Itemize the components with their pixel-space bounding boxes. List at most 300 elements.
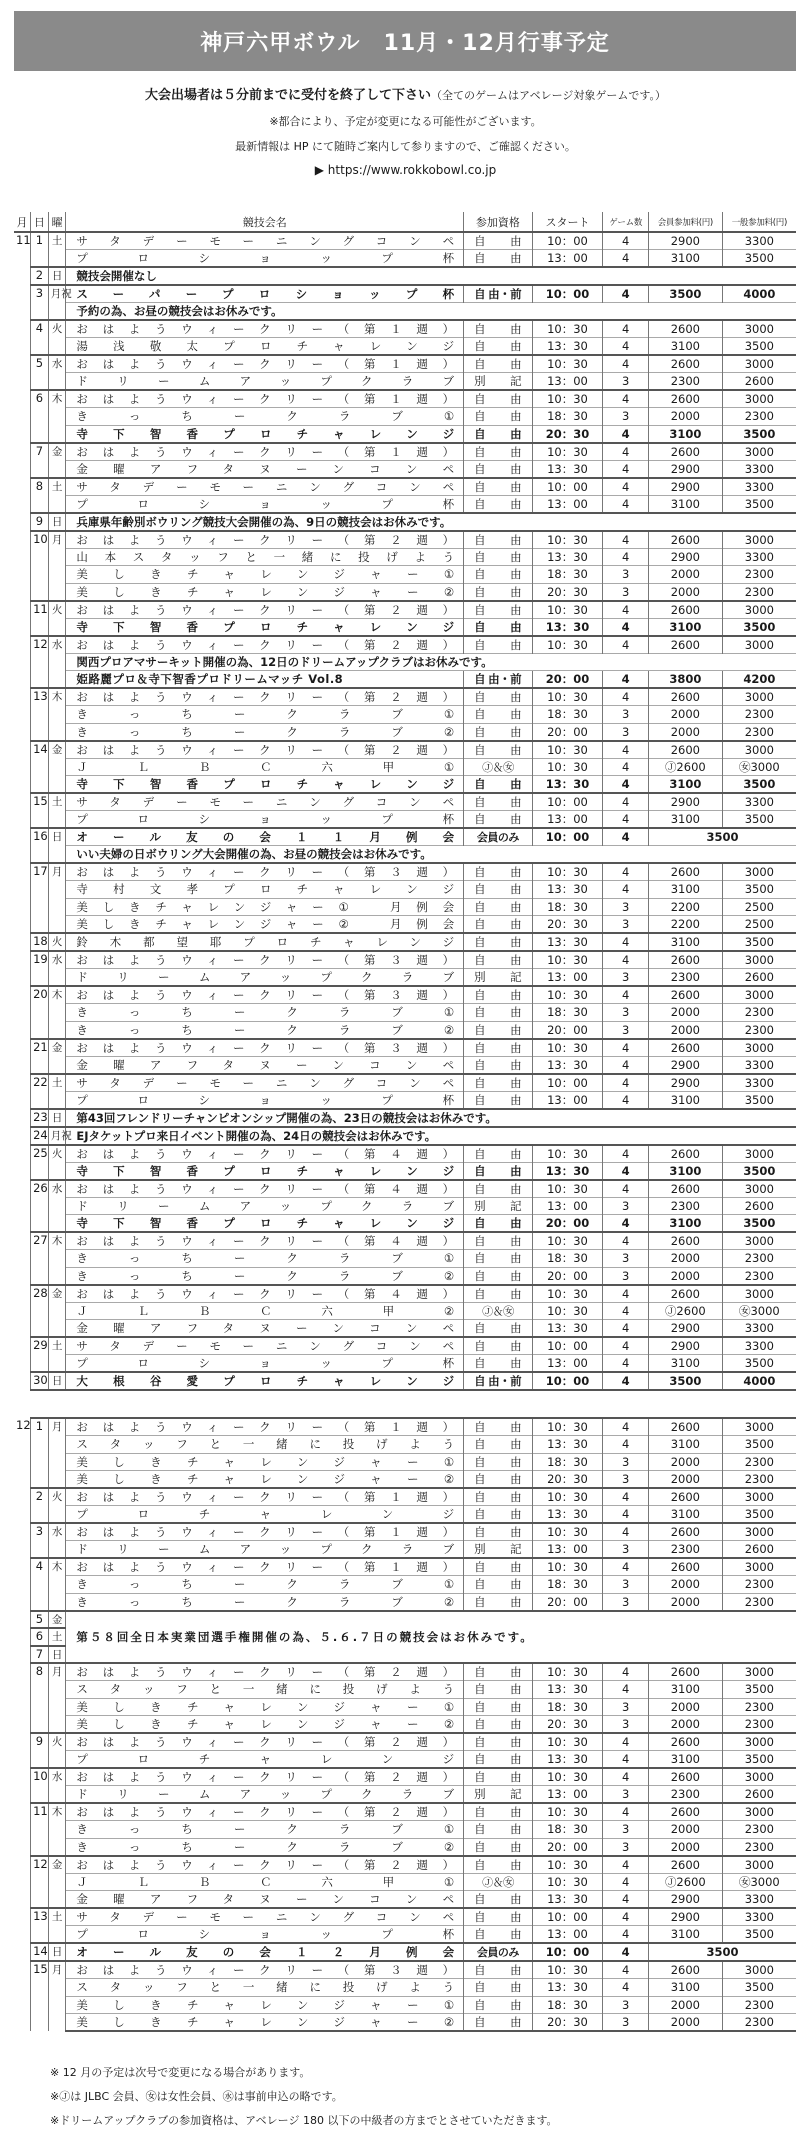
start-time: 10：30 xyxy=(532,1803,603,1821)
event-row xyxy=(14,933,796,951)
event-name[interactable]: きっちークラブ① xyxy=(66,1576,464,1594)
qualification: 自由 xyxy=(464,1471,533,1489)
qualification: 別記 xyxy=(464,1786,533,1804)
event-row xyxy=(14,1471,796,1489)
event-row xyxy=(14,1372,796,1390)
event-name[interactable]: おはようウィークリー（第２週） xyxy=(66,1733,464,1751)
day-cell: 14 xyxy=(31,1943,49,1961)
event-row xyxy=(14,1523,796,1541)
game-count: 4 xyxy=(603,793,649,811)
member-fee: 2000 xyxy=(648,1250,722,1268)
event-name[interactable]: 美しきチャレンジャー① xyxy=(66,566,464,584)
start-time: 20：00 xyxy=(532,1593,603,1611)
qualification: 自由 xyxy=(464,1856,533,1874)
event-name[interactable]: ドリームアップクラブ xyxy=(66,969,464,987)
event-name[interactable]: 金曜アフタヌーンコンペ xyxy=(66,1056,464,1074)
weekday-cell: 月 xyxy=(48,531,66,601)
event-row xyxy=(14,443,796,461)
weekday-cell: 水 xyxy=(48,1768,66,1803)
event-name[interactable]: 美しきチャレンジャー① xyxy=(66,1996,464,2014)
event-name[interactable]: おはようウィークリー（第１週） xyxy=(66,1558,464,1576)
game-count: 3 xyxy=(603,1267,649,1285)
event-name[interactable]: スタッフと一緒に投げよう xyxy=(66,1681,464,1699)
event-name[interactable]: おはようウィークリー（第１週） xyxy=(66,443,464,461)
member-fee: 2000 xyxy=(648,2014,722,2032)
day-cell: 2 xyxy=(31,267,49,285)
member-fee: 2000 xyxy=(648,583,722,601)
event-row xyxy=(14,881,796,899)
day-cell: 29 xyxy=(31,1337,49,1372)
event-name[interactable]: 金曜アフタヌーンコンペ xyxy=(66,1891,464,1909)
event-name[interactable]: おはようウィークリー（第４週） xyxy=(66,1180,464,1198)
start-time: 10：00 xyxy=(532,478,603,496)
event-row xyxy=(14,390,796,408)
start-time: 20：00 xyxy=(532,723,603,741)
qualification: 自由 xyxy=(464,1908,533,1926)
qualification: 自由 xyxy=(464,723,533,741)
event-name[interactable]: おはようウィークリー（第２週） xyxy=(66,1768,464,1786)
event-name[interactable]: サタデーモーニングコンペ xyxy=(66,232,464,250)
qualification: 自由 xyxy=(464,916,533,934)
game-count: 4 xyxy=(603,1873,649,1891)
event-name[interactable]: おはようウィークリー（第３週） xyxy=(66,863,464,881)
event-name[interactable]: 金曜アフタヌーンコンペ xyxy=(66,1320,464,1338)
start-time: 10：30 xyxy=(532,1039,603,1057)
member-fee: 2600 xyxy=(648,443,722,461)
event-name[interactable]: スーパープロショップ杯 xyxy=(66,285,464,303)
game-count: 4 xyxy=(603,1506,649,1524)
qualification: 自由 xyxy=(464,583,533,601)
general-fee: ㊛3000 xyxy=(722,1873,796,1891)
event-name[interactable]: おはようウィークリー（第１週） xyxy=(66,1488,464,1506)
event-name[interactable]: きっちークラブ② xyxy=(66,723,464,741)
closure-note: 第５８回全日本実業団選手権開催の為、５.６.７日の競技会はお休みです。 xyxy=(66,1611,796,1664)
event-name[interactable]: おはようウィークリー（第２週） xyxy=(66,1856,464,1874)
general-fee: 3500 xyxy=(722,1751,796,1769)
start-time: 13：00 xyxy=(532,373,603,391)
event-name[interactable]: きっちークラブ② xyxy=(66,1593,464,1611)
event-row xyxy=(14,1803,796,1821)
start-time: 10：30 xyxy=(532,1488,603,1506)
game-count: 4 xyxy=(603,548,649,566)
game-count: 4 xyxy=(603,811,649,829)
general-fee: ㊛3000 xyxy=(722,1302,796,1320)
event-row xyxy=(14,863,796,881)
event-name[interactable]: 大根谷愛プロチャレンジ xyxy=(66,1372,464,1390)
general-fee: 2300 xyxy=(722,723,796,741)
game-count: 4 xyxy=(603,601,649,619)
start-time: 13：30 xyxy=(532,460,603,478)
event-name[interactable]: 美しきチャレンジャー② xyxy=(66,583,464,601)
day-cell: 9 xyxy=(31,513,49,531)
qualification: 自由 xyxy=(464,1523,533,1541)
event-row xyxy=(14,1162,796,1180)
weekday-cell: 木 xyxy=(48,1232,66,1285)
game-count: 3 xyxy=(603,898,649,916)
general-fee: 3500 xyxy=(722,933,796,951)
event-row xyxy=(14,1541,796,1559)
member-fee: 2900 xyxy=(648,1337,722,1355)
game-count: 4 xyxy=(603,1856,649,1874)
weekday-cell: 木 xyxy=(48,688,66,741)
game-count: 4 xyxy=(603,1285,649,1303)
qualification: 自由 xyxy=(464,1285,533,1303)
day-cell: 26 xyxy=(31,1180,49,1233)
event-name[interactable]: おはようウィークリー（第２週） xyxy=(66,1803,464,1821)
event-name[interactable]: プロチャレンジ xyxy=(66,1506,464,1524)
start-time: 10：30 xyxy=(532,390,603,408)
start-time: 10：30 xyxy=(532,1302,603,1320)
page-title: 神戸六甲ボウル 11月・12月行事予定 xyxy=(14,11,796,71)
weekday-cell: 月 xyxy=(48,1961,66,2031)
qualification: 自由 xyxy=(464,408,533,426)
event-name[interactable]: サタデーモーニングコンペ xyxy=(66,1337,464,1355)
note-row xyxy=(14,1127,796,1145)
qualification: 自由 xyxy=(464,1506,533,1524)
fee: 3500 xyxy=(648,1943,796,1961)
event-name[interactable]: サタデーモーニングコンペ xyxy=(66,1074,464,1092)
general-fee: 3000 xyxy=(722,951,796,969)
start-time: 18：30 xyxy=(532,1821,603,1839)
event-name[interactable]: 湯浅敬太プロチャレンジ xyxy=(66,338,464,356)
qualification: 会員のみ xyxy=(464,828,533,846)
event-name[interactable]: 山本スタッフと一緒に投げよう xyxy=(66,548,464,566)
member-fee: 2600 xyxy=(648,1039,722,1057)
event-name[interactable]: ドリームアップクラブ xyxy=(66,1541,464,1559)
event-name[interactable]: おはようウィークリー（第１週） xyxy=(66,320,464,338)
event-row xyxy=(14,636,796,654)
day-cell: 2 xyxy=(31,1488,49,1523)
start-time: 10：30 xyxy=(532,1961,603,1979)
event-name[interactable]: プロチャレンジ xyxy=(66,1751,464,1769)
event-name[interactable]: ＪＬＢＣ六甲② xyxy=(66,1302,464,1320)
event-name[interactable]: 美しきチャレンジャー② xyxy=(66,1716,464,1734)
event-name[interactable]: プロショップ杯 xyxy=(66,1091,464,1109)
member-fee: 2600 xyxy=(648,863,722,881)
general-fee: 3000 xyxy=(722,443,796,461)
general-fee: ㊛3000 xyxy=(722,758,796,776)
event-name[interactable]: おはようウィークリー（第３週） xyxy=(66,1961,464,1979)
general-fee: 3500 xyxy=(722,1355,796,1373)
qualification: 自由 xyxy=(464,1145,533,1163)
day-cell: 6 xyxy=(31,1628,49,1646)
game-count: 3 xyxy=(603,1698,649,1716)
event-row xyxy=(14,1996,796,2014)
general-fee: 3000 xyxy=(722,1145,796,1163)
event-name[interactable]: 鈴木都望耶プロチャレンジ xyxy=(66,933,464,951)
game-count: 4 xyxy=(603,1733,649,1751)
start-time: 20：30 xyxy=(532,2014,603,2032)
event-name[interactable]: おはようウィークリー（第４週） xyxy=(66,1285,464,1303)
general-fee: 3000 xyxy=(722,863,796,881)
qualification: 自由 xyxy=(464,250,533,268)
game-count: 4 xyxy=(603,355,649,373)
member-fee: 2000 xyxy=(648,1996,722,2014)
event-row xyxy=(14,408,796,426)
member-fee: 3100 xyxy=(648,811,722,829)
event-row xyxy=(14,548,796,566)
event-name[interactable]: 美しきチャレンジャー② 月例会 xyxy=(66,916,464,934)
general-fee: 3500 xyxy=(722,811,796,829)
event-name[interactable]: 美しきチャレンジャー② xyxy=(66,2014,464,2032)
event-row xyxy=(14,1576,796,1594)
event-name[interactable]: プロショップ杯 xyxy=(66,1355,464,1373)
start-time: 10：30 xyxy=(532,1768,603,1786)
general-fee: 3500 xyxy=(722,1436,796,1454)
event-name[interactable]: サタデーモーニングコンペ xyxy=(66,478,464,496)
member-fee: 2900 xyxy=(648,232,722,250)
website-link[interactable]: ▶ https://www.rokkobowl.co.jp xyxy=(314,163,497,177)
game-count: 4 xyxy=(603,338,649,356)
qualification: 自由 xyxy=(464,1232,533,1250)
event-name[interactable]: おはようウィークリー（第２週） xyxy=(66,1663,464,1681)
member-fee: 3800 xyxy=(648,671,722,689)
start-time: 10：30 xyxy=(532,951,603,969)
event-name[interactable]: サタデーモーニングコンペ xyxy=(66,1908,464,1926)
start-time: 10：30 xyxy=(532,1873,603,1891)
general-fee: 4000 xyxy=(722,1372,796,1390)
event-name[interactable]: きっちークラブ② xyxy=(66,1021,464,1039)
event-name[interactable]: おはようウィークリー（第３週） xyxy=(66,951,464,969)
member-fee: 2600 xyxy=(648,1803,722,1821)
event-name[interactable]: おはようウィークリー（第２週） xyxy=(66,741,464,759)
event-name[interactable]: おはようウィークリー（第１週） xyxy=(66,355,464,373)
event-name[interactable]: オール友の会１２月例会 xyxy=(66,1943,464,1961)
event-row xyxy=(14,1663,796,1681)
event-name[interactable]: おはようウィークリー（第２週） xyxy=(66,688,464,706)
member-fee: 2600 xyxy=(648,1768,722,1786)
general-fee: 3300 xyxy=(722,1891,796,1909)
event-name[interactable]: プロショップ杯 xyxy=(66,250,464,268)
event-name[interactable]: 美しきチャレンジャー① xyxy=(66,1698,464,1716)
start-time: 20：00 xyxy=(532,671,603,689)
qualification: 自由 xyxy=(464,1751,533,1769)
event-name[interactable]: 金曜アフタヌーンコンペ xyxy=(66,460,464,478)
event-row xyxy=(14,478,796,496)
game-count: 4 xyxy=(603,425,649,443)
event-row xyxy=(14,232,796,250)
event-name[interactable]: きっちークラブ① xyxy=(66,706,464,724)
general-fee: 3500 xyxy=(722,1506,796,1524)
start-time: 20：30 xyxy=(532,1471,603,1489)
start-time: 10：30 xyxy=(532,1663,603,1681)
event-name[interactable]: 寺下智香プロチャレンジ xyxy=(66,1215,464,1233)
game-count: 3 xyxy=(603,1197,649,1215)
event-name[interactable]: きっちークラブ① xyxy=(66,1004,464,1022)
weekday-cell: 火 xyxy=(48,933,66,951)
day-cell: 30 xyxy=(31,1372,49,1390)
event-name[interactable]: 美しきチャレンジャー① xyxy=(66,1453,464,1471)
event-name[interactable]: きっちークラブ① xyxy=(66,408,464,426)
weekday-cell: 木 xyxy=(48,390,66,443)
game-count: 4 xyxy=(603,986,649,1004)
event-row xyxy=(14,741,796,759)
game-count: 3 xyxy=(603,1250,649,1268)
event-name[interactable]: おはようウィークリー（第１週） xyxy=(66,1523,464,1541)
day-note: 競技会開催なし xyxy=(66,267,796,285)
event-name[interactable]: ＪＬＢＣ六甲① xyxy=(66,1873,464,1891)
general-fee: 2300 xyxy=(722,408,796,426)
event-name[interactable]: おはようウィークリー（第２週） xyxy=(66,531,464,549)
event-row xyxy=(14,1488,796,1506)
game-count: 3 xyxy=(603,1786,649,1804)
day-cell: 9 xyxy=(31,1733,49,1768)
qualification: 自由 xyxy=(464,1091,533,1109)
qualification: 自由 xyxy=(464,1838,533,1856)
qualification: 自由･前 xyxy=(464,671,533,689)
event-name[interactable]: おはようウィークリー（第４週） xyxy=(66,1145,464,1163)
general-fee: 3000 xyxy=(722,601,796,619)
weekday-cell: 土 xyxy=(48,1337,66,1372)
general-fee: 3300 xyxy=(722,1320,796,1338)
event-row xyxy=(14,1698,796,1716)
game-count: 4 xyxy=(603,1232,649,1250)
qualification: 自由 xyxy=(464,951,533,969)
event-name[interactable]: 美しきチャレンジャー② xyxy=(66,1471,464,1489)
event-name[interactable]: スタッフと一緒に投げよう xyxy=(66,1436,464,1454)
event-row xyxy=(14,1337,796,1355)
event-name[interactable]: 寺下智香プロチャレンジ xyxy=(66,425,464,443)
event-name[interactable]: ドリームアップクラブ xyxy=(66,373,464,391)
member-fee: 2000 xyxy=(648,1576,722,1594)
event-name[interactable]: きっちークラブ② xyxy=(66,1838,464,1856)
member-fee: 2600 xyxy=(648,1488,722,1506)
event-row xyxy=(14,1891,796,1909)
event-row xyxy=(14,828,796,846)
game-count: 4 xyxy=(603,1558,649,1576)
event-name[interactable]: オール友の会１１月例会 xyxy=(66,828,464,846)
general-fee: 3300 xyxy=(722,478,796,496)
game-count: 3 xyxy=(603,1021,649,1039)
event-name[interactable]: おはようウィークリー（第３週） xyxy=(66,986,464,1004)
header-month: 月 xyxy=(14,212,31,232)
weekday-cell: 水 xyxy=(48,1180,66,1233)
game-count: 4 xyxy=(603,320,649,338)
game-count: 4 xyxy=(603,1162,649,1180)
schedule-table-wrapper xyxy=(14,212,796,2032)
weekday-cell: 木 xyxy=(48,1558,66,1611)
member-fee: 2300 xyxy=(648,1197,722,1215)
game-count: 3 xyxy=(603,1576,649,1594)
game-count: 4 xyxy=(603,1091,649,1109)
start-time: 13：30 xyxy=(532,548,603,566)
event-row xyxy=(14,1320,796,1338)
event-name[interactable]: 姫路麗プロ＆寺下智香プロドリームマッチ Vol.8 xyxy=(66,671,464,689)
event-name[interactable]: おはようウィークリー（第２週） xyxy=(66,601,464,619)
qualification: 自由 xyxy=(464,1436,533,1454)
qualification: 自由 xyxy=(464,1162,533,1180)
event-name[interactable]: おはようウィークリー（第１週） xyxy=(66,1418,464,1436)
member-fee: 2300 xyxy=(648,373,722,391)
game-count: 4 xyxy=(603,951,649,969)
day-cell: 1 xyxy=(31,1418,49,1488)
event-name[interactable]: プロショップ杯 xyxy=(66,811,464,829)
event-name[interactable]: きっちークラブ① xyxy=(66,1250,464,1268)
event-row xyxy=(14,951,796,969)
event-row xyxy=(14,425,796,443)
qualification: 自由 xyxy=(464,1891,533,1909)
member-fee: 3100 xyxy=(648,1436,722,1454)
event-name[interactable]: 寺村文孝プロチャレンジ xyxy=(66,881,464,899)
event-name[interactable]: プロショップ杯 xyxy=(66,495,464,513)
qualification: 自由 xyxy=(464,1488,533,1506)
general-fee: 3300 xyxy=(722,232,796,250)
event-name[interactable]: おはようウィークリー（第４週） xyxy=(66,1232,464,1250)
member-fee: 3100 xyxy=(648,933,722,951)
event-row xyxy=(14,1453,796,1471)
qualification: 自由 xyxy=(464,863,533,881)
qualification: 自由 xyxy=(464,1180,533,1198)
event-row xyxy=(14,706,796,724)
general-fee: 3500 xyxy=(722,881,796,899)
event-row xyxy=(14,355,796,373)
qualification: 自由 xyxy=(464,1803,533,1821)
member-fee: 2900 xyxy=(648,460,722,478)
event-name[interactable]: ドリームアップクラブ xyxy=(66,1197,464,1215)
start-time: 10：30 xyxy=(532,1856,603,1874)
event-name[interactable]: 美しきチャレンジャー① 月例会 xyxy=(66,898,464,916)
event-name[interactable]: プロショップ杯 xyxy=(66,1926,464,1944)
start-time: 20：00 xyxy=(532,1215,603,1233)
event-name[interactable]: 寺下智香プロチャレンジ xyxy=(66,776,464,794)
event-name[interactable]: スタッフと一緒に投げよう xyxy=(66,1979,464,1997)
member-fee: 2900 xyxy=(648,1320,722,1338)
start-time: 20：00 xyxy=(532,1838,603,1856)
weekday-cell: 金 xyxy=(48,1285,66,1338)
event-row xyxy=(14,1021,796,1039)
start-time: 10：30 xyxy=(532,1285,603,1303)
note-row xyxy=(14,267,796,285)
day-note: 関西プロアマサーキット開催の為、12日のドリームアップクラブはお休みです。 xyxy=(66,653,796,671)
qualification: 自由 xyxy=(464,933,533,951)
day-cell: 7 xyxy=(31,1646,49,1664)
event-name[interactable]: ドリームアップクラブ xyxy=(66,1786,464,1804)
game-count: 3 xyxy=(603,1996,649,2014)
member-fee: 2000 xyxy=(648,1021,722,1039)
event-name[interactable]: サタデーモーニングコンペ xyxy=(66,793,464,811)
event-name[interactable]: 寺下智香プロチャレンジ xyxy=(66,1162,464,1180)
event-row xyxy=(14,898,796,916)
event-name[interactable]: ＪＬＢＣ六甲① xyxy=(66,758,464,776)
event-row xyxy=(14,1180,796,1198)
event-name[interactable]: きっちークラブ② xyxy=(66,1267,464,1285)
general-fee: 3500 xyxy=(722,1162,796,1180)
event-name[interactable]: おはようウィークリー（第１週） xyxy=(66,390,464,408)
event-row xyxy=(14,1943,796,1961)
start-time: 13：00 xyxy=(532,250,603,268)
game-count: 3 xyxy=(603,723,649,741)
event-name[interactable]: 寺下智香プロチャレンジ xyxy=(66,618,464,636)
start-time: 18：30 xyxy=(532,1996,603,2014)
member-fee: 2600 xyxy=(648,1663,722,1681)
start-time: 10：30 xyxy=(532,1558,603,1576)
note-row xyxy=(14,653,796,671)
event-row xyxy=(14,1039,796,1057)
event-name[interactable]: おはようウィークリー（第２週） xyxy=(66,636,464,654)
start-time: 10：00 xyxy=(532,1337,603,1355)
event-name[interactable]: きっちークラブ① xyxy=(66,1821,464,1839)
member-fee: 2200 xyxy=(648,916,722,934)
qualification: 自由 xyxy=(464,1733,533,1751)
general-fee: 2500 xyxy=(722,898,796,916)
member-fee: 3100 xyxy=(648,1506,722,1524)
weekday-cell: 日 xyxy=(48,1943,66,1961)
event-name[interactable]: おはようウィークリー（第３週） xyxy=(66,1039,464,1057)
qualification: 自由 xyxy=(464,425,533,443)
header-member-fee: 会員参加料(円) xyxy=(648,212,722,232)
weekday-cell: 火 xyxy=(48,1733,66,1768)
game-count: 3 xyxy=(603,916,649,934)
